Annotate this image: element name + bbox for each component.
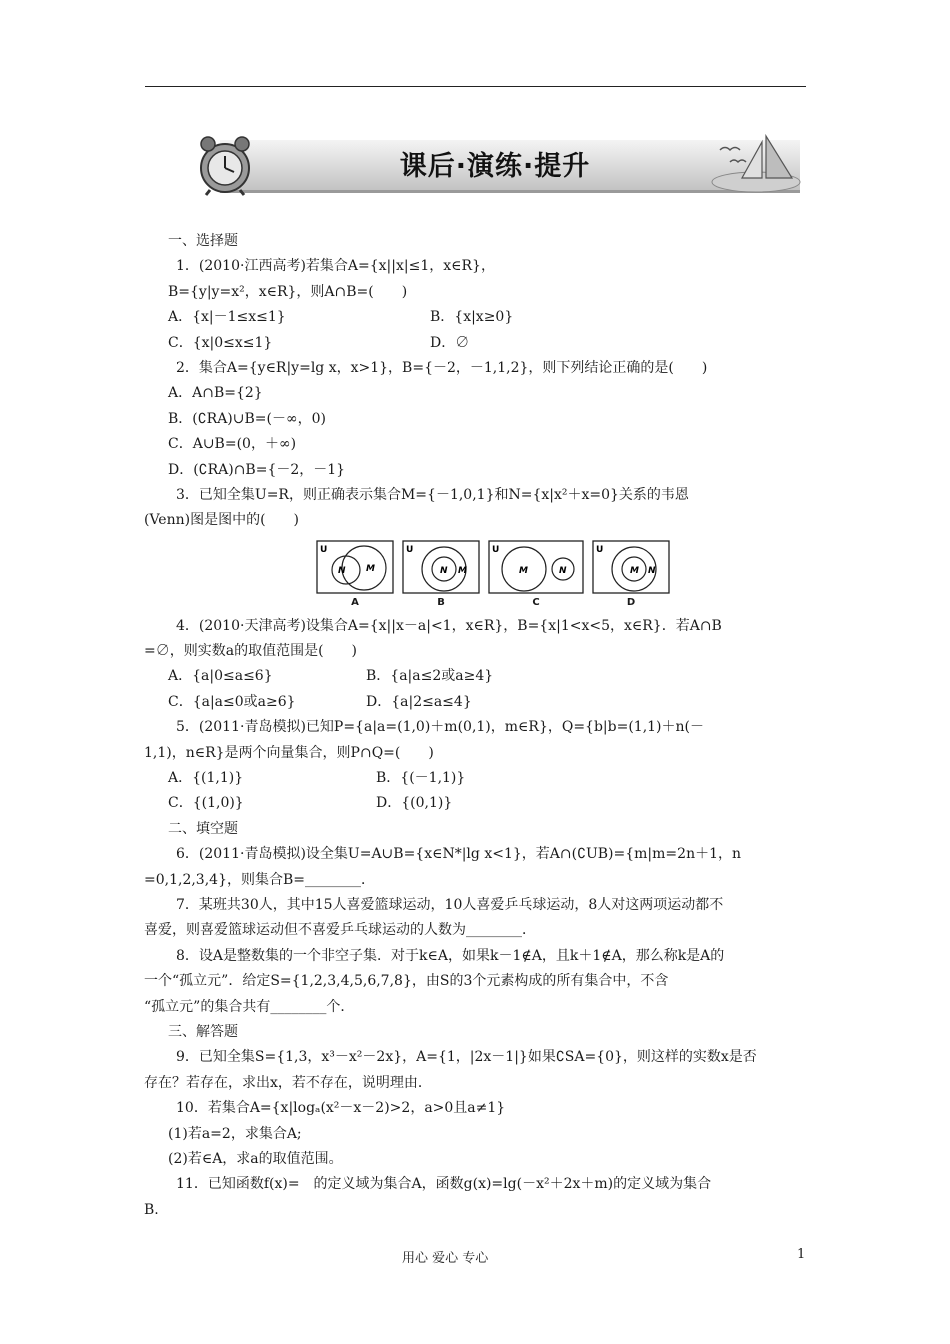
venn-b-u-label: U	[406, 544, 414, 555]
venn-d-n-label: N	[648, 565, 656, 576]
banner-title: 课后·演练·提升	[399, 151, 591, 182]
q1-option-d: D．∅	[430, 334, 470, 351]
venn-diagram-d	[592, 540, 670, 614]
venn-a-n-label: N	[338, 565, 346, 576]
venn-diagram-b	[402, 540, 480, 614]
venn-b-n-label: N	[440, 565, 448, 576]
sailboat-icon	[708, 132, 804, 194]
q4-option-b: B．{a|a≤2或a≥4}	[366, 668, 494, 685]
q11-line1: 11．已知函数f(x)= 的定义域为集合A，函数g(x)=lg(－x²＋2x＋m)的定义域为集合	[176, 1176, 712, 1193]
venn-caption-a: A	[351, 596, 359, 608]
q5-stem-line2: 1,1)，n∈R}是两个向量集合，则P∩Q=( )	[144, 744, 434, 761]
q10-line2: (1)若a=2，求集合A;	[168, 1125, 302, 1142]
venn-diagrams	[316, 540, 813, 614]
q5-option-c: C．{(1,0)}	[168, 795, 244, 812]
exercise-content	[144, 229, 813, 1223]
q8-line2: 一个“孤立元”．给定S={1,2,3,4,5,6,7,8}，由S的3个元素构成的所有集合中，不含	[144, 973, 669, 990]
q5-option-b: B．{(－1,1)}	[376, 770, 466, 787]
q4-stem-line2: =∅，则实数a的取值范围是( )	[144, 643, 358, 660]
q1-option-a: A．{x|－1≤x≤1}	[168, 309, 286, 326]
page-number: 1	[797, 1247, 806, 1262]
venn-c-n-label: N	[559, 565, 567, 576]
section-banner	[180, 132, 802, 196]
q1-option-c: C．{x|0≤x≤1}	[168, 334, 273, 351]
q3-stem-line2: (Venn)图是图中的( )	[144, 512, 299, 529]
venn-d-u-label: U	[596, 544, 604, 555]
q4-option-c: C．{a|a≤0或a≥6}	[168, 693, 296, 710]
q8-line3: “孤立元”的集合共有________个．	[144, 998, 355, 1015]
q4-option-d: D．{a|2≤a≤4}	[366, 693, 472, 710]
q2-option-c: C．A∪B=(0，＋∞)	[168, 436, 297, 453]
q9-line1: 9．已知全集S={1,3，x³－x²－2x}，A={1，|2x－1|}如果∁SA={0}，则这样的实数x是否	[176, 1049, 757, 1066]
q11-line2: B.	[144, 1201, 159, 1218]
venn-c-u-label: U	[492, 544, 500, 555]
header-rule	[145, 86, 806, 87]
section-fill-heading: 二、填空题	[168, 820, 238, 837]
q2-option-d: D．(∁RA)∩B={－2，－1}	[168, 461, 346, 478]
q1-stem-line1: 1．(2010·江西高考)若集合A={x||x|≤1，x∈R}，	[176, 258, 495, 275]
footer-slogan: 用心 爱心 专心	[402, 1251, 489, 1266]
q2-stem: 2．集合A={y∈R|y=lg x，x>1}，B={－2，－1,1,2}，则下列结论正确的是( )	[176, 359, 708, 376]
q2-option-b: B．(∁RA)∪B=(－∞，0)	[168, 410, 327, 427]
q5-stem-line1: 5．(2011·青岛模拟)已知P={a|a=(1,0)＋m(0,1)，m∈R}，Q={b|b=(1,1)＋n(－	[176, 719, 705, 736]
q5-option-a: A．{(1,1)}	[168, 770, 244, 787]
q10-line1: 10．若集合A={x|logₐ(x²－x－2)>2，a>0且a≠1}	[176, 1100, 506, 1117]
venn-d-m-label: M	[630, 565, 639, 576]
q1-stem-line2: B={y|y=x²，x∈R}，则A∩B=( )	[168, 283, 408, 300]
page-footer	[0, 1247, 950, 1267]
q5-option-d: D．{(0,1)}	[376, 795, 453, 812]
venn-diagram-a	[316, 540, 394, 614]
q4-stem-line1: 4．(2010·天津高考)设集合A={x||x－a|<1，x∈R}，B={x|1<x<5，x∈R}．若A∩B	[176, 617, 722, 634]
alarm-clock-icon	[180, 132, 270, 196]
venn-caption-b: B	[437, 596, 445, 608]
q10-line3: (2)若∈A，求a的取值范围。	[168, 1150, 343, 1167]
venn-caption-c: C	[532, 596, 540, 608]
q2-option-a: A．A∩B={2}	[168, 385, 263, 402]
q9-line2: 存在？若存在，求出x，若不存在，说明理由．	[144, 1074, 432, 1091]
venn-a-u-label: U	[320, 544, 328, 555]
section-choice-heading: 一、选择题	[168, 233, 238, 249]
venn-c-m-label: M	[519, 565, 528, 576]
q1-option-b: B．{x|x≥0}	[430, 309, 514, 326]
q3-stem-line1: 3．已知全集U=R，则正确表示集合M={－1,0,1}和N={x|x²＋x=0}关系的韦恩	[176, 486, 689, 503]
q4-option-a: A．{a|0≤a≤6}	[168, 668, 273, 685]
q6-line1: 6．(2011·青岛模拟)设全集U=A∪B={x∈N*|lg x<1}，若A∩(∁UB)={m|m=2n＋1，n	[176, 846, 742, 863]
q7-line1: 7．某班共30人，其中15人喜爱篮球运动，10人喜爱乒乓球运动，8人对这两项运动都不	[176, 896, 724, 913]
venn-caption-d: D	[626, 596, 636, 608]
q8-line1: 8．设A是整数集的一个非空子集．对于k∈A，如果k－1∉A，且k＋1∉A，那么称k是A的	[176, 947, 725, 964]
venn-a-m-label: M	[366, 563, 375, 574]
section-answer-heading: 三、解答题	[168, 1023, 238, 1040]
q7-line2: 喜爱，则喜爱篮球运动但不喜爱乒乓球运动的人数为________．	[144, 922, 536, 939]
venn-b-m-label: M	[458, 565, 467, 576]
venn-diagram-c	[488, 540, 584, 614]
q6-line2: =0,1,2,3,4}，则集合B=________．	[144, 871, 375, 888]
